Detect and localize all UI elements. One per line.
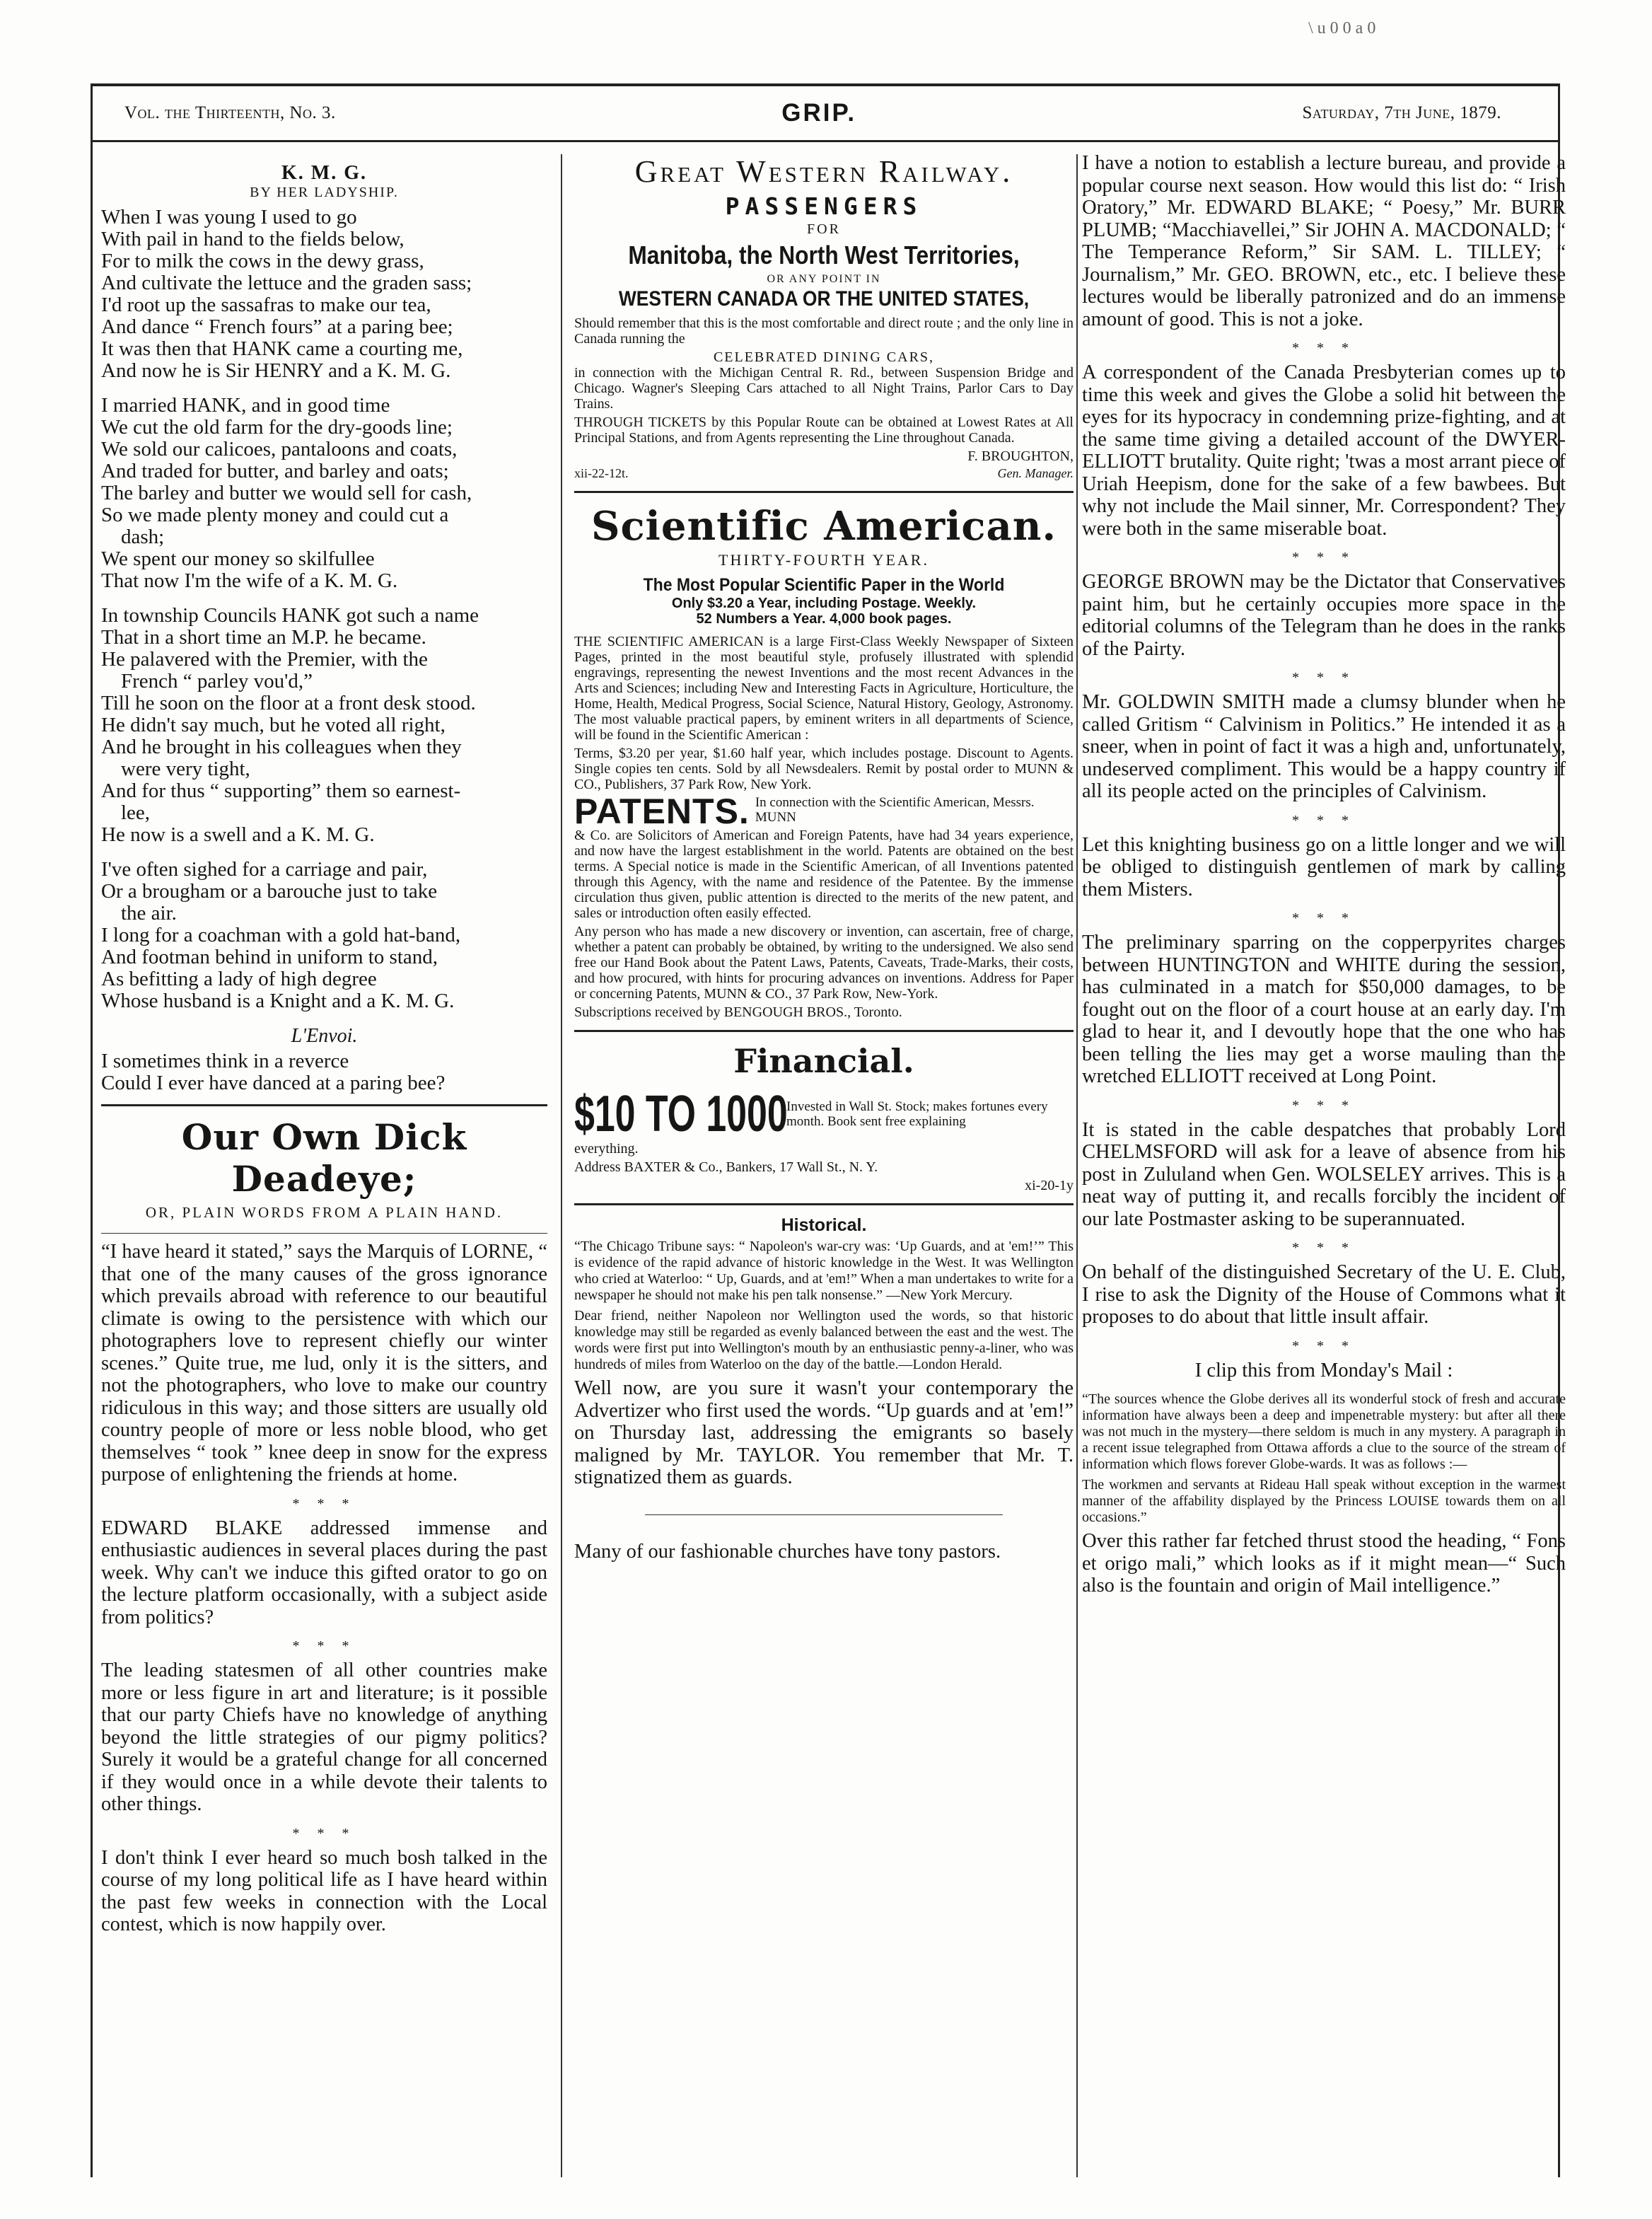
column-1 — [101, 152, 547, 2182]
poem-line: the air. — [121, 902, 177, 925]
sciam-body: THE SCIENTIFIC AMERICAN is a large First-Class Weekly Newspaper of Sixteen Pages, printed in the most beautiful style, profusely illustrated with splendid engravings, representing the newest Inventions and the most recent Advances in the Arts and Sciences; including New and Interesting Facts in Agriculture, Horticulture, the Home, Health, Medical Progress, Social Science, Natural History, Geology, Astronomy. The most valuable practical papers, by eminent writers in all departments of Science, will be found in the Scientific American : — [574, 634, 1074, 743]
financial-side-text: Invested in Wall St. Stock; makes fortunes every month. Book sent free explaining — [786, 1099, 1048, 1129]
poem-line: For to milk the cows in the dewy grass, — [101, 250, 424, 272]
poem-byline: BY HER LADYSHIP. — [250, 185, 399, 200]
poem-line: were very tight, — [121, 758, 250, 780]
poem-line: And now he is Sir HENRY and a K. M. G. — [101, 359, 451, 382]
poem-line: He palavered with the Premier, with the — [101, 648, 428, 671]
section-stars: * * * — [1292, 1338, 1356, 1354]
financial-title: Financial. — [733, 1042, 914, 1080]
volume-number: Vol. the Thirteenth, No. 3. — [124, 103, 336, 122]
poem-line: And cultivate the lettuce and the graden sass; — [101, 272, 472, 294]
deadeye-paragraph: “I have heard it stated,” says the Marquis of LORNE, “ that one of the many causes of the gross ignorance which prevails abroad with reference to our beautiful climate is owing to the persistence with which our photographers love to represent chiefly our winter scenes.” Quite true, me lud, only it is the sitters, and not the photographers, who love to make our country ridiculous in this way; and those sitters are usually old country people of more or less noble blood, who get themselves “ took ” knee deep in snow for the express purpose of enlightening the friends at home. — [101, 1241, 547, 1485]
column-paragraph: I have a notion to establish a lecture bureau, and provide a popular course next season. How would this list do: “ Irish Oratory,” Mr. EDWARD BLAKE; “ Poesy,” Mr. BURR PLUMB; “Macchiavellei,” Sir JOHN A. MACDONALD; “ The Temperance Reform,” Sir SAM. L. TILLEY; “ Journalism,” Mr. GEO. BROWN, etc., etc. I believe these lectures would be liberally patronized and do an immense amount of good. This is not a joke. — [1082, 152, 1566, 330]
gwr-any-point: OR ANY POINT IN — [767, 273, 881, 285]
poem-stanza — [101, 605, 547, 846]
section-stars: * * * — [1292, 340, 1356, 356]
sciam-body: Any person who has made a new discovery or invention, can ascertain, free of charge, whether a patent can probably be obtained, by writing to the undersigned. We also send free our Hand Book about the Patent Laws, Patents, Caveats, Trade-Marks, their costs, and how procured, with hints for procuring advances on inventions. Address for Paper or concerning Patents, MUNN & CO., 37 Park Row, New-York. — [574, 924, 1074, 1002]
gwr-advert — [574, 153, 1074, 481]
publication-title: GRIP. — [781, 99, 857, 127]
poem-line: He didn't say much, but he voted all right, — [101, 714, 446, 736]
poem-line: With pail in hand to the fields below, — [101, 228, 405, 250]
financial-code: xi-20-1y — [1025, 1178, 1074, 1193]
financial-amount: $10 TO 1000 — [574, 1086, 788, 1142]
sciam-year: THIRTY-FOURTH YEAR. — [719, 551, 929, 569]
poem-line: It was then that HANK came a courting me, — [101, 337, 463, 360]
poem-line: He now is a swell and a K. M. G. — [101, 823, 375, 846]
column-paragraph: Mr. GOLDWIN SMITH made a clumsy blunder when he called Gritism “ Calvinism in Politics.” He intended it as a sneer, when in point of fact it was a high and, unfortunately, undeserved compliment. This would be a happy country if all its people acted on the principles of Calvinism. — [1082, 691, 1566, 802]
poem-line: And dance “ French fours” at a paring bee; — [101, 315, 453, 338]
poem-line: We sold our calicoes, pantaloons and coats, — [101, 438, 458, 460]
column-paragraph: A correspondent of the Canada Presbyterian comes up to time this week and gives the Globe a solid hit between the eyes for its hypocracy in condemning prize-fighting, and at the same time giving a detailed account of the DWYER-ELLIOTT brutality. Quite right; 'twas a most arrant piece of Uriah Heepism, done for the sake of a few bawbees. But why not include the Mail sinner, Mr. Correspondent? They were both in the same miserable boat. — [1082, 361, 1566, 540]
poem-line: In township Councils HANK got such a name — [101, 604, 479, 627]
poem-line: We spent our money so skilfullee — [101, 547, 375, 570]
sciam-title: Scientific American. — [591, 503, 1057, 550]
gwr-signer: F. BROUGHTON, — [967, 448, 1074, 464]
section-divider — [574, 1030, 1074, 1032]
poem-line: And footman behind in uniform to stand, — [101, 946, 438, 968]
poem-stanza — [101, 207, 547, 382]
section-stars: * * * — [1292, 812, 1356, 828]
poem-line: lee, — [121, 801, 151, 824]
poem-line: The barley and butter we would sell for cash, — [101, 482, 472, 504]
left-border — [91, 83, 93, 2177]
gwr-destination-1: Manitoba, the North West Territories, — [628, 241, 1020, 270]
column-2 — [574, 152, 1074, 2182]
poem-line: I long for a coachman with a gold hat-band, — [101, 924, 461, 946]
poem-kmg — [101, 162, 547, 1094]
closing-paragraph: Many of our fashionable churches have tony pastors. — [574, 1540, 1001, 1563]
poem-line: When I was young I used to go — [101, 206, 357, 228]
historical-quote: “The Chicago Tribune says: “ Napoleon's war-cry was: ‘Up Guards, and at 'em!’” This is evidence of the rapid advance of historic knowledge in the West. It was Wellington who cried at Waterloo: “ Up, Guards, and at 'em!” When a man undertakes to write for a newspaper he should not make his pen talk nonsense.” —New York Mercury. — [574, 1239, 1074, 1303]
poem-stanzas — [101, 207, 547, 1012]
gwr-body: in connection with the Michigan Central R. Rd., between Suspension Bridge and Chicago. Wagner's Sleeping Cars attached to all Night Trains, Parlor Cars to Day Trains. — [574, 365, 1074, 412]
financial-address: Address BAXTER & Co., Bankers, 17 Wall St., N. Y. — [574, 1159, 878, 1175]
corner-marks: \u00a0 — [1308, 19, 1380, 37]
deadeye-paragraph: EDWARD BLAKE addressed immense and enthusiastic audiences in several places during the past week. Why can't we induce this gifted orator to go on the lecture platform occasionally, with a subject aside from politics? — [101, 1517, 547, 1628]
envoi-line: Could I ever have danced at a paring bee? — [101, 1072, 446, 1094]
column-paragraph: It is stated in the cable despatches that probably Lord CHELMSFORD will ask for a leave of absence from his post in Zululand when Gen. WOLSELEY arrives. This is a neat way of putting it, and recalls forcibly the incident of our late Postmaster asking to be superannuated. — [1082, 1118, 1566, 1230]
deadeye-paragraph: The leading statesmen of all other countries make more or less figure in art and literature; is it possible that our party Chiefs have no knowledge of anything beyond the little strategies of our pigmy politics? Surely it would be a grateful change for all concerned if they would once in a while devote their talents to other things. — [101, 1659, 547, 1815]
patents-side-text: In connection with the Scientific American, Messrs. MUNN — [755, 795, 1035, 825]
clip-quote: The workmen and servants at Rideau Hall speak without exception in the warmest manner of the affability displayed by the Princess LOUISE towards them on all occasions.” — [1082, 1477, 1566, 1525]
gwr-for: FOR — [807, 221, 841, 237]
sciam-body: Terms, $3.20 per year, $1.60 half year, which includes postage. Discount to Agents. Single copies ten cents. Sold by all Newsdealers. Remit by postal order to MUNN & CO., Publishers, 37 Park Row, New York. — [574, 746, 1074, 792]
section-stars: * * * — [1292, 1097, 1356, 1113]
patents-heading: PATENTS. — [574, 792, 750, 831]
poem-line: And traded for butter, and barley and oats; — [101, 460, 449, 482]
poem-line: That in a short time an M.P. he became. — [101, 626, 426, 649]
sciam-price — [574, 596, 1074, 627]
section-divider — [574, 1203, 1074, 1205]
section-stars: * * * — [1292, 670, 1356, 685]
gwr-title: Great Western Railway. — [634, 154, 1013, 189]
poem-line: I married HANK, and in good time — [101, 394, 390, 417]
historical-paragraph: Well now, are you sure it wasn't your contemporary the Advertizer who first used the words. “Up guards and at 'em!” on Thursday last, addressing the emigrants so basely maligned by Mr. TAYLOR. You remember that Mr. T. stignatized them as guards. — [574, 1377, 1074, 1488]
poem-line: And for thus “ supporting” them so earnest- — [101, 780, 461, 802]
gwr-signature-line — [574, 465, 1074, 481]
section-divider — [101, 1104, 547, 1106]
poem-line: dash; — [121, 526, 165, 548]
sciam-price-line: 52 Numbers a Year. 4,000 book pages. — [696, 611, 952, 627]
financial-continued: everything. — [574, 1141, 639, 1157]
gwr-code: xii-22-12t. — [574, 466, 629, 480]
section-stars: * * * — [1292, 550, 1356, 565]
envoi-line: I sometimes think in a reverce — [101, 1050, 349, 1072]
divider — [101, 1233, 547, 1234]
sciam-tagline: The Most Popular Scientific Paper in the World — [643, 575, 1005, 595]
poem-line: Or a brougham or a barouche just to take — [101, 880, 438, 903]
sciam-price-line: Only $3.20 a Year, including Postage. Weekly. — [671, 596, 977, 611]
historical-reply: Dear friend, neither Napoleon nor Wellington used the words, so that historic knowledge may still be regarded as evenly balanced between the east and the west. The words were first put into Wellington's mouth by an enthusiastic penny-a-liner, who was hundreds of miles from Waterloo on the day of the battle.—London Herald. — [574, 1308, 1074, 1372]
envoi-title: L'Envoi. — [291, 1025, 358, 1047]
deadeye-paragraph: I don't think I ever heard so much bosh talked in the course of my long political life as I have heard within the past few weeks in connection with the Local contest, which is now happily over. — [101, 1846, 547, 1935]
deadeye-title: Our Own Dick Deadeye; — [181, 1116, 467, 1200]
section-stars: * * * — [292, 1825, 356, 1841]
issue-date: Saturday, 7th June, 1879. — [1302, 103, 1501, 122]
section-stars: * * * — [292, 1495, 356, 1512]
gwr-dining-cars: CELEBRATED DINING CARS, — [713, 349, 935, 365]
poem-line: As befitting a lady of high degree — [101, 968, 377, 990]
poem-line: So we made plenty money and could cut a — [101, 504, 449, 526]
sciam-body: Subscriptions received by BENGOUGH BROS., Toronto. — [574, 1004, 902, 1020]
column-paragraph: The preliminary sparring on the copperpyrites charges between HUNTINGTON and WHITE during the session, has culminated in a match for $50,000 damages, to be fought out on the floor of a court house at an early day. I'm glad to hear it, and I devoutly hope that the one who has been telling the lies may get a worse mauling than the wretched ELLIOTT received at Long Point. — [1082, 932, 1566, 1087]
poem-line: Whose husband is a Knight and a K. M. G. — [101, 990, 455, 1012]
financial-advert — [574, 1042, 1074, 1193]
section-divider — [574, 491, 1074, 493]
financial-row — [574, 1087, 1074, 1141]
poem-line: We cut the old farm for the dry-goods line; — [101, 416, 453, 439]
poem-stanza — [101, 395, 547, 592]
masthead — [91, 83, 1558, 142]
gwr-body: THROUGH TICKETS by this Popular Route can be obtained at Lowest Rates at All Principal Stations, and from Agents representing the Line throughout Canada. — [574, 415, 1074, 446]
clip-intro: I clip this from Monday's Mail : — [1194, 1359, 1453, 1381]
poem-line: That now I'm the wife of a K. M. G. — [101, 569, 398, 592]
section-stars: * * * — [292, 1638, 356, 1654]
short-divider — [645, 1514, 1003, 1515]
poem-line: French “ parley vou'd,” — [121, 670, 313, 693]
column-paragraph: Over this rather far fetched thrust stood the heading, “ Fons et origo mali,” which looks as if it might mean—“ Such also is the fountain and origin of Mail intelligence.” — [1082, 1530, 1566, 1597]
gwr-destination-2: WESTERN CANADA OR THE UNITED STATES, — [618, 287, 1030, 311]
historical-title: Historical. — [781, 1215, 867, 1235]
poem-line: I'd root up the sassafras to make our tea, — [101, 294, 431, 316]
column-paragraph: On behalf of the distinguished Secretary of the U. E. Club, I rise to ask the Dignity of the House of Commons what it proposes to do about that little insult affair. — [1082, 1261, 1566, 1328]
column-paragraph: GEORGE BROWN may be the Dictator that Conservatives paint him, but he certainly occupies more space in the editorial columns of the Telegram than he does in the ranks of the Pairty. — [1082, 571, 1566, 660]
gwr-role: Gen. Manager. — [997, 466, 1074, 480]
column-3 — [1082, 152, 1566, 2182]
section-stars: * * * — [1292, 910, 1356, 926]
sciam-advert — [574, 503, 1074, 1020]
column-paragraph: Let this knighting business go on a little longer and we will be obliged to distinguish gentlemen of mark by calling them Misters. — [1082, 833, 1566, 900]
poem-line: I've often sighed for a carriage and pair, — [101, 858, 428, 881]
poem-stanza — [101, 859, 547, 1012]
clip-quote: “The sources whence the Globe derives all its wonderful stock of fresh and accurate information have always been a deep and impenetrable mystery: but after all there was not much in the mystery—there seldom is much in any mystery. A paragraph in a recent issue telegraphed from Ottawa affords a clue to the source of the stream of information which flows forever Globe-wards. It was as follows :— — [1082, 1391, 1566, 1472]
column-rule-2 — [1076, 154, 1078, 2177]
sciam-body: & Co. are Solicitors of American and Foreign Patents, have had 34 years experience, and now have the largest establishment in the world. Patents are obtained on the best terms. A Special notice is made in the Scientific American, of all Inventions patented through this Agency, with the name and residence of the Patentee. By the immense circulation thus given, public attention is directed to the merits of the new patent, and sales or introduction often easily effected. — [574, 828, 1074, 921]
poem-line: Till he soon on the floor at a front desk stood. — [101, 692, 476, 714]
poem-line: And he brought in his colleagues when they — [101, 736, 462, 758]
deadeye-subtitle: OR, PLAIN WORDS FROM A PLAIN HAND. — [145, 1204, 504, 1221]
section-stars: * * * — [1292, 1240, 1356, 1256]
column-rule-1 — [561, 154, 562, 2177]
gwr-body: Should remember that this is the most comfortable and direct route ; and the only line in Canada running the — [574, 315, 1074, 347]
gwr-passengers: PASSENGERS — [725, 192, 923, 220]
poem-title: K. M. G. — [281, 162, 367, 184]
patents-block — [574, 792, 1074, 831]
